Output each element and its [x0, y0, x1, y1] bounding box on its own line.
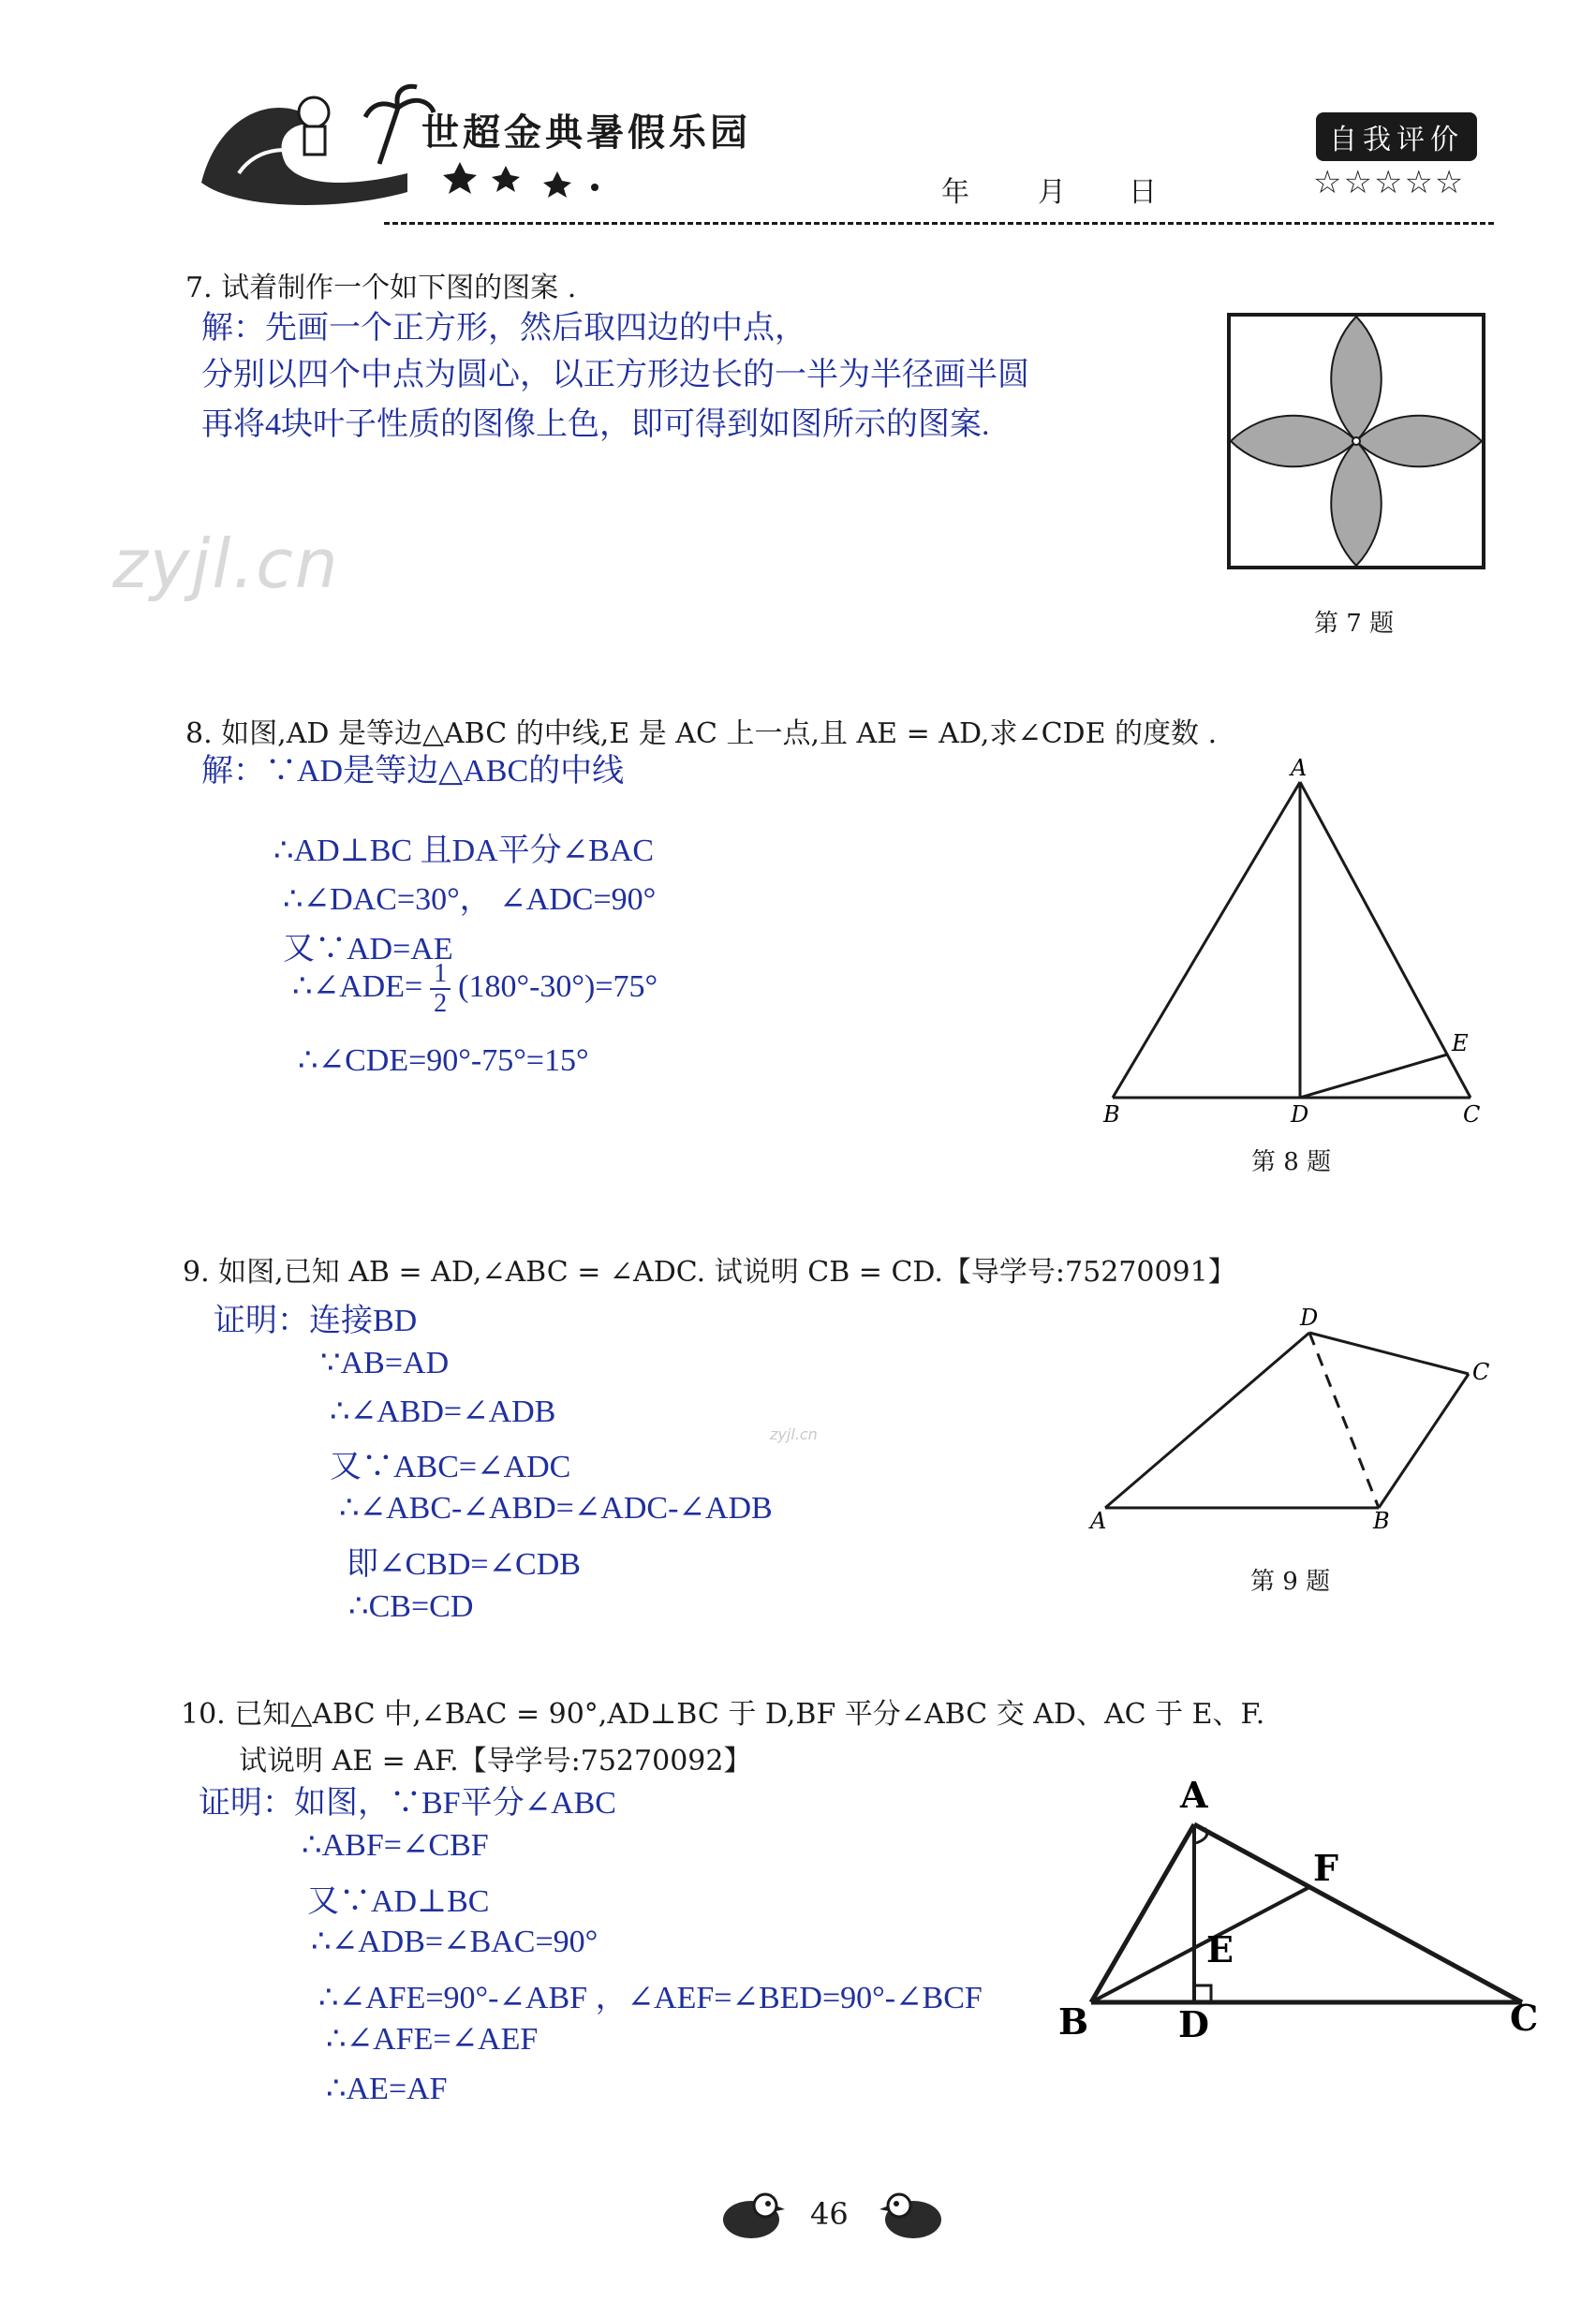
page-number: 46: [810, 2196, 849, 2232]
q10-label-b: B: [1058, 2000, 1089, 2043]
q9-label-c: C: [1472, 1359, 1490, 1385]
q9-answer-line-1: 证明：连接BD: [214, 1304, 418, 1338]
q7-question: 7. 试着制作一个如下图的图案 .: [185, 272, 577, 304]
q9-answer-line-6: 即∠CBD=∠CDB: [347, 1547, 581, 1582]
q8-ade-label: ∴∠ADE=: [292, 968, 423, 1004]
q8-fraction-denominator: 2: [434, 989, 448, 1018]
q8-label-d: D: [1291, 1101, 1309, 1128]
watermark: zyjl.cn: [112, 524, 340, 603]
q9-answer-line-3: ∴∠ABD=∠ADB: [330, 1394, 556, 1429]
banner-title: 世超金典暑假乐园: [421, 111, 751, 155]
q10-question-line-1: 10. 已知△ABC 中,∠BAC = 90°,AD⊥BC 于 D,BF 平分∠ABC 交 AD、AC 于 E、F.: [181, 1698, 1265, 1731]
q9-label-d: D: [1300, 1305, 1319, 1331]
q9-watermark: zyjl.cn: [770, 1425, 818, 1443]
q8-caption: 第 8 题: [1251, 1148, 1332, 1176]
q10-answer-line-7: ∴AE=AF: [326, 2072, 448, 2106]
q8-label-b: B: [1103, 1101, 1120, 1128]
q8-answer-line-6: ∴∠CDE=90°-75°=15°: [298, 1043, 589, 1078]
q9-answer-line-4: 又∵ABC=∠ADC: [330, 1450, 571, 1484]
q10-label-e: E: [1206, 1928, 1234, 1970]
q10-label-c: C: [1510, 1997, 1539, 2039]
rating-stars[interactable]: ☆☆☆☆☆: [1313, 164, 1466, 201]
q8-answer-line-1: 解：∵AD是等边△ABC的中线: [201, 754, 625, 789]
date-day-label: 日: [1129, 176, 1157, 209]
q9-question: 9. 如图,已知 AB = AD,∠ABC = ∠ADC. 试说明 CB = CD.【导学号:75270091】: [183, 1256, 1236, 1289]
q10-answer-line-6: ∴∠AFE=∠AEF: [326, 2022, 539, 2057]
date-month-label: 月: [1038, 176, 1066, 209]
q9-answer-line-2: ∵AB=AD: [320, 1346, 450, 1380]
q8-figure: [1096, 749, 1499, 1137]
q8-question: 8. 如图,AD 是等边△ABC 的中线,E 是 AC 上一点,且 AE = AD,求∠CDE 的度数 .: [185, 717, 1218, 750]
date-year-label: 年: [941, 176, 969, 209]
q10-label-d: D: [1178, 2003, 1209, 2045]
q7-answer-line-3: 再将4块叶子性质的图像上色，即可得到如图所示的图案.: [201, 407, 990, 442]
q10-answer-line-3: 又∵AD⊥BC: [307, 1884, 490, 1919]
q9-answer-line-7: ∴CB=CD: [348, 1589, 474, 1624]
q8-fraction-numerator: 1: [430, 960, 451, 990]
header-divider: [384, 222, 1494, 225]
q7-answer-line-2: 分别以四个中点为圆心，以正方形边长的一半为半径画半圆: [201, 358, 1029, 392]
q10-answer-line-2: ∴ABF=∠CBF: [302, 1828, 489, 1863]
q8-answer-line-5: [292, 960, 658, 1018]
footer-bird-left-icon: [714, 2187, 789, 2247]
q8-answer-line-2: ∴AD⊥BC 且DA平分∠BAC: [273, 834, 655, 868]
q9-caption: 第 9 题: [1250, 1568, 1331, 1596]
q10-answer-line-1: 证明：如图，∵BF平分∠ABC: [199, 1786, 616, 1821]
q8-fraction: [430, 960, 451, 1018]
q8-label-c: C: [1463, 1101, 1481, 1128]
q10-figure: [1049, 1770, 1555, 2055]
q7-figure: [1225, 311, 1491, 577]
q10-answer-line-4: ∴∠ADB=∠BAC=90°: [311, 1925, 598, 1959]
q9-answer-line-5: ∴∠ABC-∠ABD=∠ADC-∠ADB: [339, 1491, 773, 1526]
q8-label-a: A: [1291, 755, 1308, 781]
q10-question-line-2: 试说明 AE = AF.【导学号:75270092】: [239, 1745, 752, 1778]
q10-answer-line-5: ∴∠AFE=90°-∠ABF ，∠AEF=∠BED=90°-∠BCF: [318, 1981, 983, 2015]
q10-label-a: A: [1180, 1774, 1208, 1816]
q8-answer-line-4: 又∵AD=AE: [283, 932, 453, 967]
q9-figure: [1077, 1297, 1499, 1544]
q9-label-b: B: [1373, 1508, 1390, 1534]
self-evaluation-badge: 自我评价: [1316, 112, 1477, 161]
q10-label-f: F: [1313, 1847, 1338, 1889]
q9-label-a: A: [1090, 1508, 1107, 1534]
footer-bird-right-icon: [876, 2187, 951, 2247]
q7-caption: 第 7 题: [1314, 610, 1395, 638]
q7-answer-line-1: 解：先画一个正方形，然后取四边的中点，: [201, 311, 806, 346]
q8-label-e: E: [1452, 1030, 1469, 1056]
q8-answer-line-3: ∴∠DAC=30°， ∠ADC=90°: [283, 882, 657, 917]
q8-ade-value: (180°-30°)=75°: [458, 968, 658, 1004]
